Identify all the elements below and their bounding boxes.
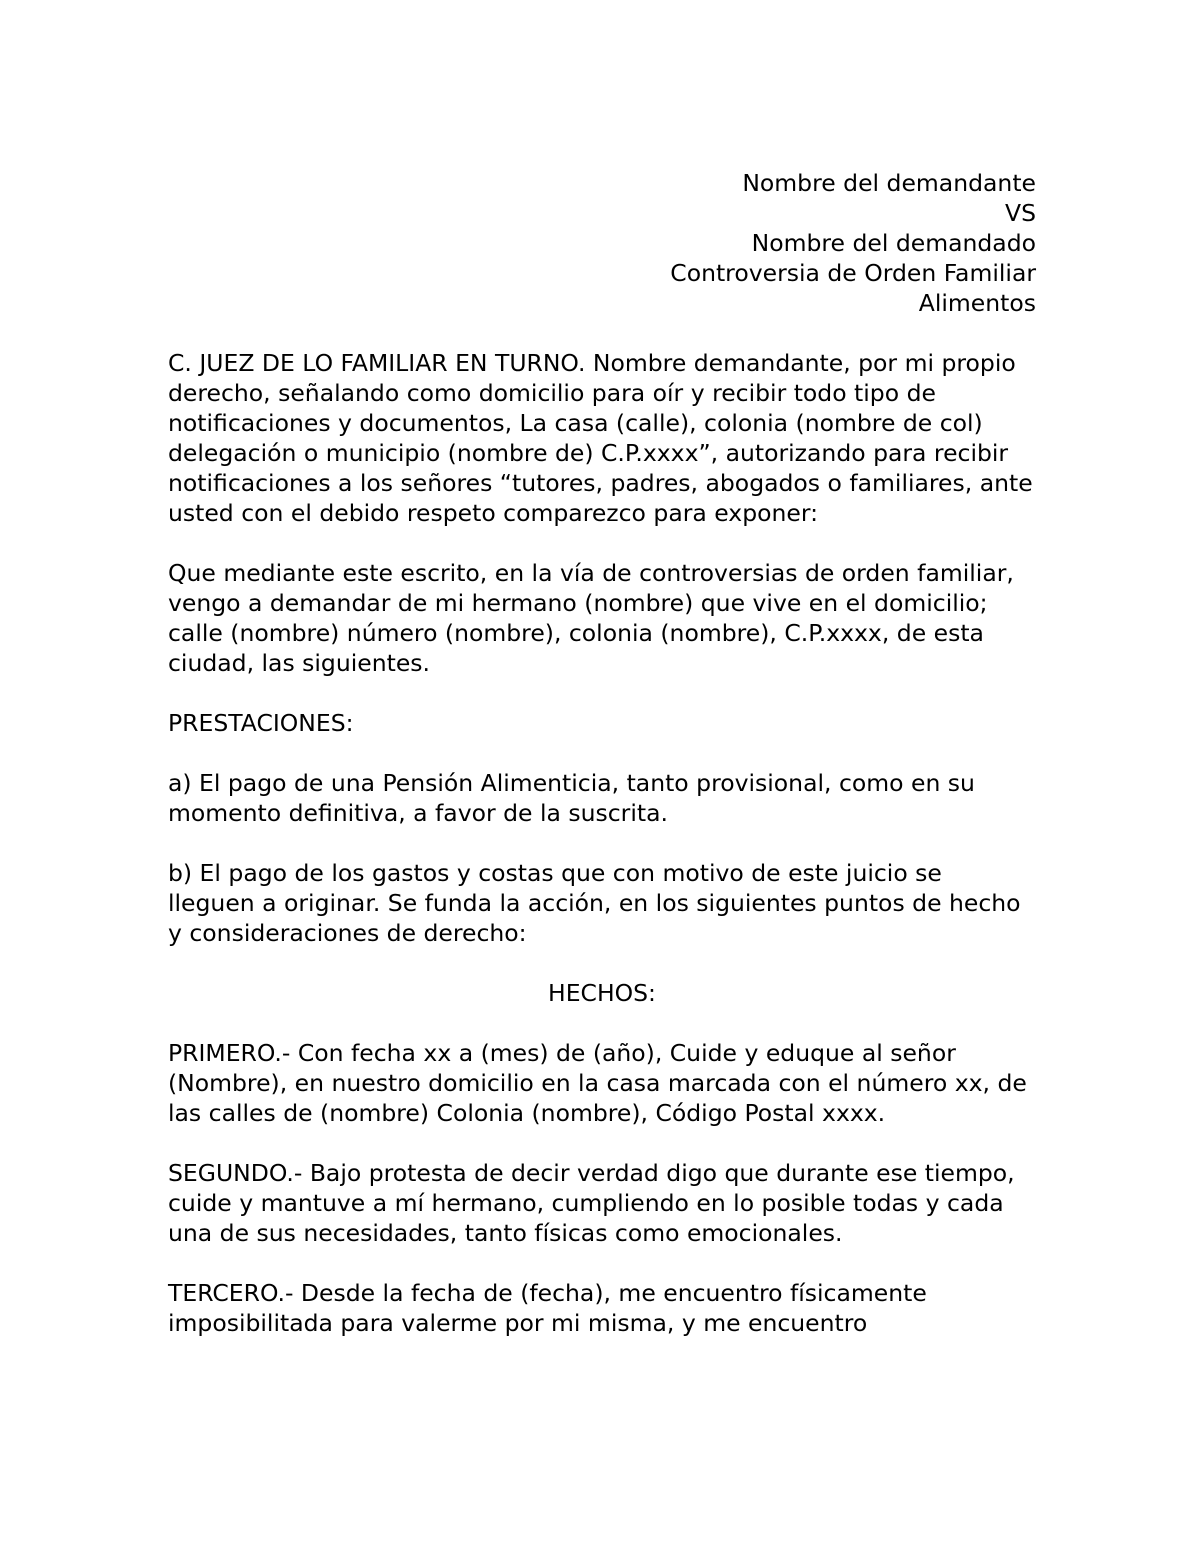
document-page <box>168 168 1036 1338</box>
intro-paragraph: C. JUEZ DE LO FAMILIAR EN TURNO. Nombre demandante, por mi propio derecho, señalando como domicilio para oír y recibir todo tipo de notificaciones y documentos, La casa (calle), colonia (nombre de col) delegación o municipio (nombre de) C.P.xxxx”, autorizando para recibir notificaciones a los señores “tutores, padres, abogados o familiares, ante usted con el debido respeto comparezco para exponer: <box>168 349 1033 527</box>
hecho-primero: PRIMERO.- Con fecha xx a (mes) de (año), Cuide y eduque al señor (Nombre), en nuestro domicilio en la casa marcada con el número xx, de las calles de (nombre) Colonia (nombre), Código Postal xxxx. <box>168 1039 1027 1127</box>
case-caption <box>168 168 1036 318</box>
hecho-segundo: SEGUNDO.- Bajo protesta de decir verdad digo que durante ese tiempo, cuide y mantuve a mí hermano, cumpliendo en lo posible todas y cada una de sus necesidades, tanto físicas como emocionales. <box>168 1159 1015 1247</box>
defendant-name: Nombre del demandado <box>751 229 1036 257</box>
versus-label: VS <box>1005 199 1036 227</box>
spacer <box>168 318 1036 348</box>
demand-paragraph: Que mediante este escrito, en la vía de controversias de orden familiar, vengo a demandar de mi hermano (nombre) que vive en el domicilio; calle (nombre) número (nombre), colonia (nombre), C.P.xxxx, de esta ciudad, las siguientes. <box>168 559 1014 677</box>
hecho-tercero: TERCERO.- Desde la fecha de (fecha), me encuentro físicamente imposibilitada para valerme por mi misma, y me encuentro <box>168 1279 927 1337</box>
plaintiff-name: Nombre del demandante <box>742 169 1036 197</box>
prestacion-b: b) El pago de los gastos y costas que con motivo de este juicio se lleguen a originar. Se funda la acción, en los siguientes puntos de hecho y consideraciones de derecho: <box>168 859 1021 947</box>
hechos-heading: HECHOS: <box>548 979 656 1007</box>
prestaciones-heading: PRESTACIONES: <box>168 709 354 737</box>
prestacion-a: a) El pago de una Pensión Alimenticia, tanto provisional, como en su momento definitiva, a favor de la suscrita. <box>168 769 975 827</box>
case-subject: Alimentos <box>918 289 1036 317</box>
case-type: Controversia de Orden Familiar <box>670 259 1036 287</box>
